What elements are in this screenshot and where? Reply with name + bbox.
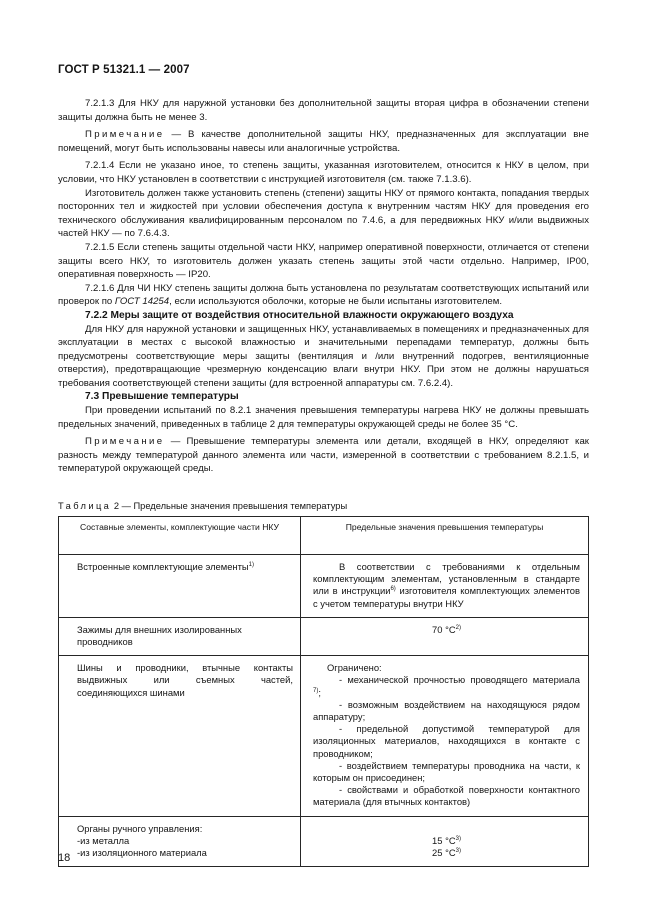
paragraph-7-3: При проведении испытаний по 8.2.1 значения превышения температуры нагрева НКУ не должны превышать предельных значений, приведенных в таблице 2 для температуры окружающей среды не более 35 °С. bbox=[58, 405, 589, 430]
table-caption-label: Таблица bbox=[58, 501, 112, 511]
footnote-mark: 2) bbox=[455, 624, 461, 631]
page-number: 18 bbox=[58, 852, 71, 864]
list-item: - воздействием температуры проводника на части, к которым он присоединен; bbox=[313, 759, 580, 784]
cell-spacer bbox=[313, 823, 580, 835]
cell-text: Органы ручного управления: bbox=[77, 822, 203, 834]
cell-text: Зажимы для внешних изолированных проводников bbox=[77, 623, 242, 648]
cell-value: 70 °С bbox=[432, 623, 456, 635]
standard-reference: ГОСТ 14254 bbox=[114, 296, 170, 308]
body-text bbox=[58, 97, 589, 480]
paragraph-7-2-1-4: 7.2.1.4 Если не указано иное, то степень защиты, указанная изготовителем, относится к НКУ в целом, при условии, что НКУ установлен в соответствии с инструкцией изготовителя (см. также 7.1.3.6). bbox=[58, 160, 589, 185]
paragraph-7-2-1-6-start: 7.2.1.6 Для ЧИ НКУ степень защиты должна быть установлена по результатам соответствующих испытаний или проверок по bbox=[58, 282, 589, 308]
cell-text bbox=[313, 561, 580, 610]
note-text: — В качестве дополнительной защиты НКУ, предназначенных для эксплуатации вне помещений, могут быть использованы навесы или аналогичные устройства. bbox=[58, 129, 589, 154]
note-label: Примечание bbox=[85, 129, 165, 141]
list-item: - предельной допустимой температурой для изоляционных материалов, находящихся в контакте с проводником; bbox=[313, 723, 580, 759]
cell-text: Ограничено: bbox=[327, 662, 382, 674]
table-cell bbox=[301, 816, 589, 867]
table-cell bbox=[59, 617, 301, 655]
note-2 bbox=[58, 435, 589, 476]
table-cell bbox=[59, 656, 301, 816]
table-row bbox=[59, 555, 589, 618]
note-1 bbox=[58, 128, 589, 155]
table-caption-text: 2 — Предельные значения превышения температуры bbox=[111, 501, 348, 511]
note-label: Примечание bbox=[85, 436, 165, 448]
paragraph-7-2-1-5: 7.2.1.5 Если степень защиты отдельной части НКУ, например оперативной поверхности, отличается от степени защиты всего НКУ, то изготовитель должен указать степень защиты этой части отдельно. Например, IP00, оперативная поверхность — IP20. bbox=[58, 241, 589, 281]
temperature-limits-table bbox=[58, 516, 589, 867]
list-item-text: - механической прочностью проводящего материала bbox=[339, 674, 580, 686]
table-header-row bbox=[59, 517, 589, 555]
footnote-mark: 3) bbox=[455, 835, 461, 842]
heading-7-2-2: 7.2.2 Меры защите от воздействия относительной влажности окружающего воздуха bbox=[85, 309, 514, 321]
footnote-mark: 1) bbox=[248, 561, 254, 568]
footnote-mark: 3) bbox=[455, 847, 461, 854]
value-text: 25 °С bbox=[432, 847, 456, 859]
cell-text: Встроенные комплектующие элементы bbox=[77, 561, 249, 572]
table-row bbox=[59, 656, 589, 816]
cell-text-part: В соответствии с требованиями к отдельным комплектующим элементам, установленным в стандарте или в инструкции bbox=[313, 561, 580, 597]
list-item: - свойствами и обработкой поверхности контактного материала (для втычных контактов) bbox=[313, 784, 580, 808]
paragraph-manufacturer: Изготовитель должен также установить степень (степени) защиты НКУ от прямого контакта, попадания твердых посторонних тел и жидкостей при условии обеспечения доступа к внутренним частям НКУ для проведения его технического обслуживания квалифицированным персоналом по 7.4.6, а для передвижных НКУ и/или выдвижных частей НКУ — по 7.6.4.3. bbox=[58, 187, 589, 240]
table-cell bbox=[301, 617, 589, 655]
value-text: 15 °С bbox=[432, 834, 456, 846]
table-caption bbox=[58, 501, 347, 511]
cell-text: -из металла bbox=[77, 834, 130, 846]
cell-text: Шины и проводники, втычные контакты выдвижных или съемных частей, соединяющихся шинами bbox=[77, 662, 293, 698]
list-item bbox=[313, 674, 580, 698]
table-row bbox=[59, 617, 589, 655]
paragraph-7-2-2: Для НКУ для наружной установки и защищенных НКУ, устанавливаемых в помещениях и предназначенных для эксплуатации в местах с высокой влажностью и значительными перепадами температур, должны быть предусмотрены соответствующие меры защиты (вентиляция и /или внутренний подогрев, вентиляционные отверстия), предотвращающие чрезмерную конденсацию влаги внутри НКУ. При этом не должны нарушаться требования соответствующей степени защиты (для встроенной аппаратуры см. 7.6.2.4). bbox=[58, 323, 589, 389]
footnote-mark: 6) bbox=[390, 586, 396, 593]
paragraph-7-2-1-3: 7.2.1.3 Для НКУ для наружной установки без дополнительной защиты вторая цифра в обозначении степени защиты должна быть не менее 3. bbox=[58, 98, 589, 123]
table-cell bbox=[301, 555, 589, 618]
paragraph-7-2-1-6 bbox=[58, 282, 589, 309]
document-header: ГОСТ Р 51321.1 — 2007 bbox=[58, 64, 190, 76]
heading-7-3: 7.3 Превышение температуры bbox=[85, 391, 239, 403]
list-item-text: ; bbox=[318, 686, 321, 698]
cell-text: -из изоляционного материала bbox=[77, 847, 207, 859]
paragraph-7-2-1-6-end: , если используются оболочки, которые не были испытаны изготовителем. bbox=[169, 296, 503, 308]
list-item: - возможным воздействием на находящуюся рядом аппаратуру; bbox=[313, 698, 580, 723]
column-header-limits: Предельные значения превышения температуры bbox=[301, 517, 589, 555]
cell-value bbox=[313, 847, 580, 859]
table-cell bbox=[301, 656, 589, 816]
cell-text-part: изготовителя комплектующих элементов с учетом температуры внутри НКУ bbox=[313, 585, 580, 609]
column-header-components: Составные элементы, комплектующие части НКУ bbox=[59, 517, 301, 555]
table-row bbox=[59, 816, 589, 867]
note-text: — Превышение температуры элемента или детали, входящей в НКУ, определяют как разность между температурой данного элемента или части, измеренной в соответствии с требованием 8.2.1.5, и температурой окружающей среды. bbox=[58, 436, 589, 475]
table-cell bbox=[59, 555, 301, 618]
footnote-mark: 7) bbox=[313, 687, 319, 694]
cell-value bbox=[313, 835, 580, 847]
table-cell bbox=[59, 816, 301, 867]
